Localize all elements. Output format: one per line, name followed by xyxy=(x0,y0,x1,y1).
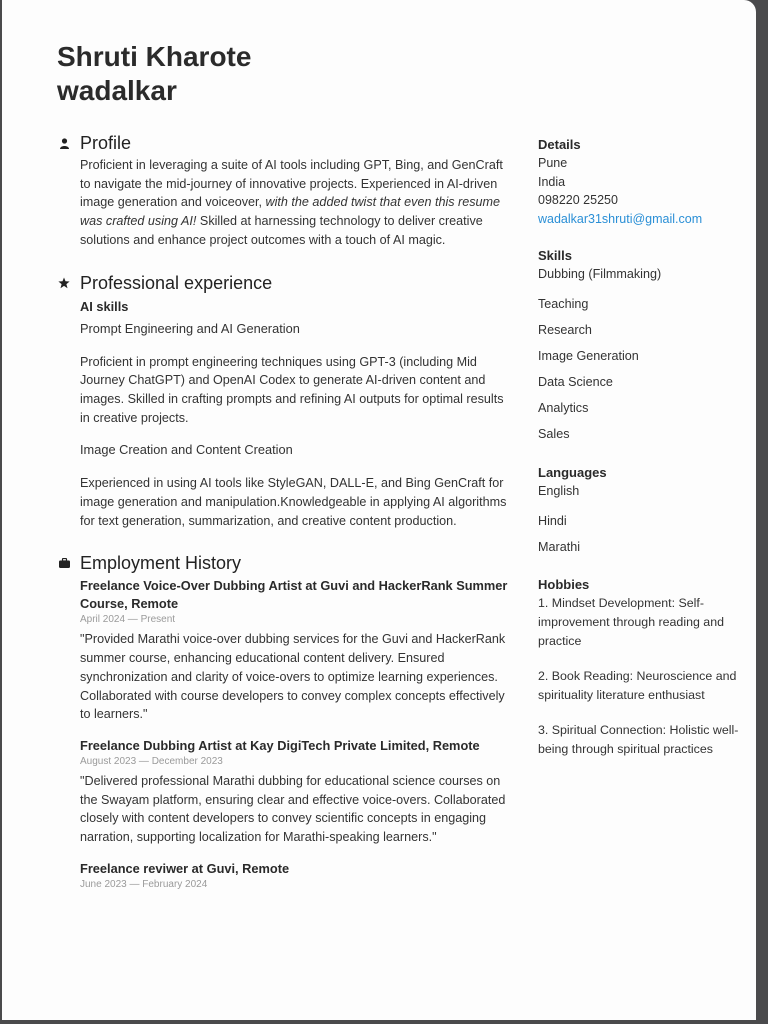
hobby-item: 3. Spiritual Connection: Holistic well-being through spiritual practices xyxy=(538,723,739,756)
language-item: Hindi xyxy=(538,514,567,529)
hobbies-heading: Hobbies xyxy=(538,577,590,593)
job-description: "Provided Marathi voice-over dubbing services for the Guvi and HackerRank summer course, enhancing educational content delivery. Ensured synchronization and clarity of voice-overs to optimize learning experiences. Collaborated with course developers to convey complex concepts effectively to learners." xyxy=(80,632,506,722)
job-entry xyxy=(58,577,510,724)
details-phone: 098220 25250 xyxy=(538,193,618,208)
skill-item: Sales xyxy=(538,427,570,442)
profile-text: Proficient in leveraging a suite of AI tools including GPT, Bing, and GenCraft to navigate the mid-journey of innovative projects. Experienced in AI-driven image generation and voiceover, with the added twist that even this resume was crafted using AI! Skilled at harnessing technology to deliver creative solutions and enhance project outcomes with a touch of AI magic. xyxy=(80,158,503,247)
sidebar-column xyxy=(538,136,748,776)
language-item: Marathi xyxy=(538,540,580,555)
hobby-item: 2. Book Reading: Neuroscience and spirituality literature enthusiast xyxy=(538,669,737,702)
employment-heading: Employment History xyxy=(58,552,510,574)
main-column xyxy=(58,132,510,895)
details-country: India xyxy=(538,174,566,189)
job-description: "Delivered professional Marathi dubbing for educational science courses on the Swayam platform, ensuring clear and effective voice-overs. Collaborated closely with content developers to convey scientific concepts in engaging narration, supporting localization for Marathi-speaking learners." xyxy=(80,773,506,845)
experience-section xyxy=(58,272,510,531)
name-line-1: Shruti Kharote xyxy=(57,41,252,72)
profile-heading: Profile xyxy=(58,132,510,154)
skill-item: Analytics xyxy=(538,401,589,416)
job-entry xyxy=(58,737,510,847)
experience-item-1-title: Prompt Engineering and AI Generation xyxy=(80,320,300,336)
profile-section xyxy=(58,132,510,250)
details-section xyxy=(538,136,748,228)
experience-subtitle: AI skills xyxy=(80,298,129,314)
resume-page xyxy=(2,0,756,1020)
language-item: English xyxy=(538,484,580,499)
skill-item: Data Science xyxy=(538,375,613,390)
candidate-name xyxy=(57,40,251,108)
details-email-link[interactable]: wadalkar31shruti@gmail.com xyxy=(538,211,703,226)
details-city: Pune xyxy=(538,156,568,170)
experience-heading: Professional experience xyxy=(58,272,510,294)
name-line-2: wadalkar xyxy=(57,75,177,106)
job-date: June 2023 — February 2024 xyxy=(80,878,208,890)
skill-item: Dubbing (Filmmaking) xyxy=(538,267,662,282)
hobbies-section xyxy=(538,576,748,758)
job-title: Freelance reviwer at Guvi, Remote xyxy=(80,860,290,876)
skills-section xyxy=(538,247,748,447)
job-title: Freelance Voice-Over Dubbing Artist at Guvi and HackerRank Summer Course, Remote xyxy=(80,578,508,612)
details-heading: Details xyxy=(538,137,581,152)
briefcase-icon xyxy=(58,557,70,569)
star-icon xyxy=(58,277,70,289)
job-title: Freelance Dubbing Artist at Kay DigiTech Private Limited, Remote xyxy=(80,737,480,753)
experience-item-1-text: Proficient in prompt engineering techniques using GPT-3 (including Mid Journey ChatGPT) and OpenAI Codex to generate AI-driven content and images. Skilled in crafting prompts and refining AI outputs for optimal results in creative projects. xyxy=(80,354,504,425)
experience-item-2-title: Image Creation and Content Creation xyxy=(80,442,293,458)
skill-item: Research xyxy=(538,323,592,338)
employment-section xyxy=(58,552,510,891)
hobby-item: 1. Mindset Development: Self-improvement through reading and practice xyxy=(538,596,724,648)
job-entry xyxy=(58,860,510,892)
skill-item: Teaching xyxy=(538,297,589,312)
skill-item: Image Generation xyxy=(538,349,639,364)
languages-heading: Languages xyxy=(538,465,607,481)
person-icon xyxy=(58,137,70,149)
languages-section xyxy=(538,464,748,560)
job-date: August 2023 — December 2023 xyxy=(80,755,223,767)
job-date: April 2024 — Present xyxy=(80,614,176,626)
experience-item-2-text: Experienced in using AI tools like StyleGAN, DALL-E, and Bing GenCraft for image generation and manipulation.Knowledgeable in applying AI algorithms for text generation, summarization, and creative content production. xyxy=(80,476,507,528)
skills-heading: Skills xyxy=(538,248,572,264)
